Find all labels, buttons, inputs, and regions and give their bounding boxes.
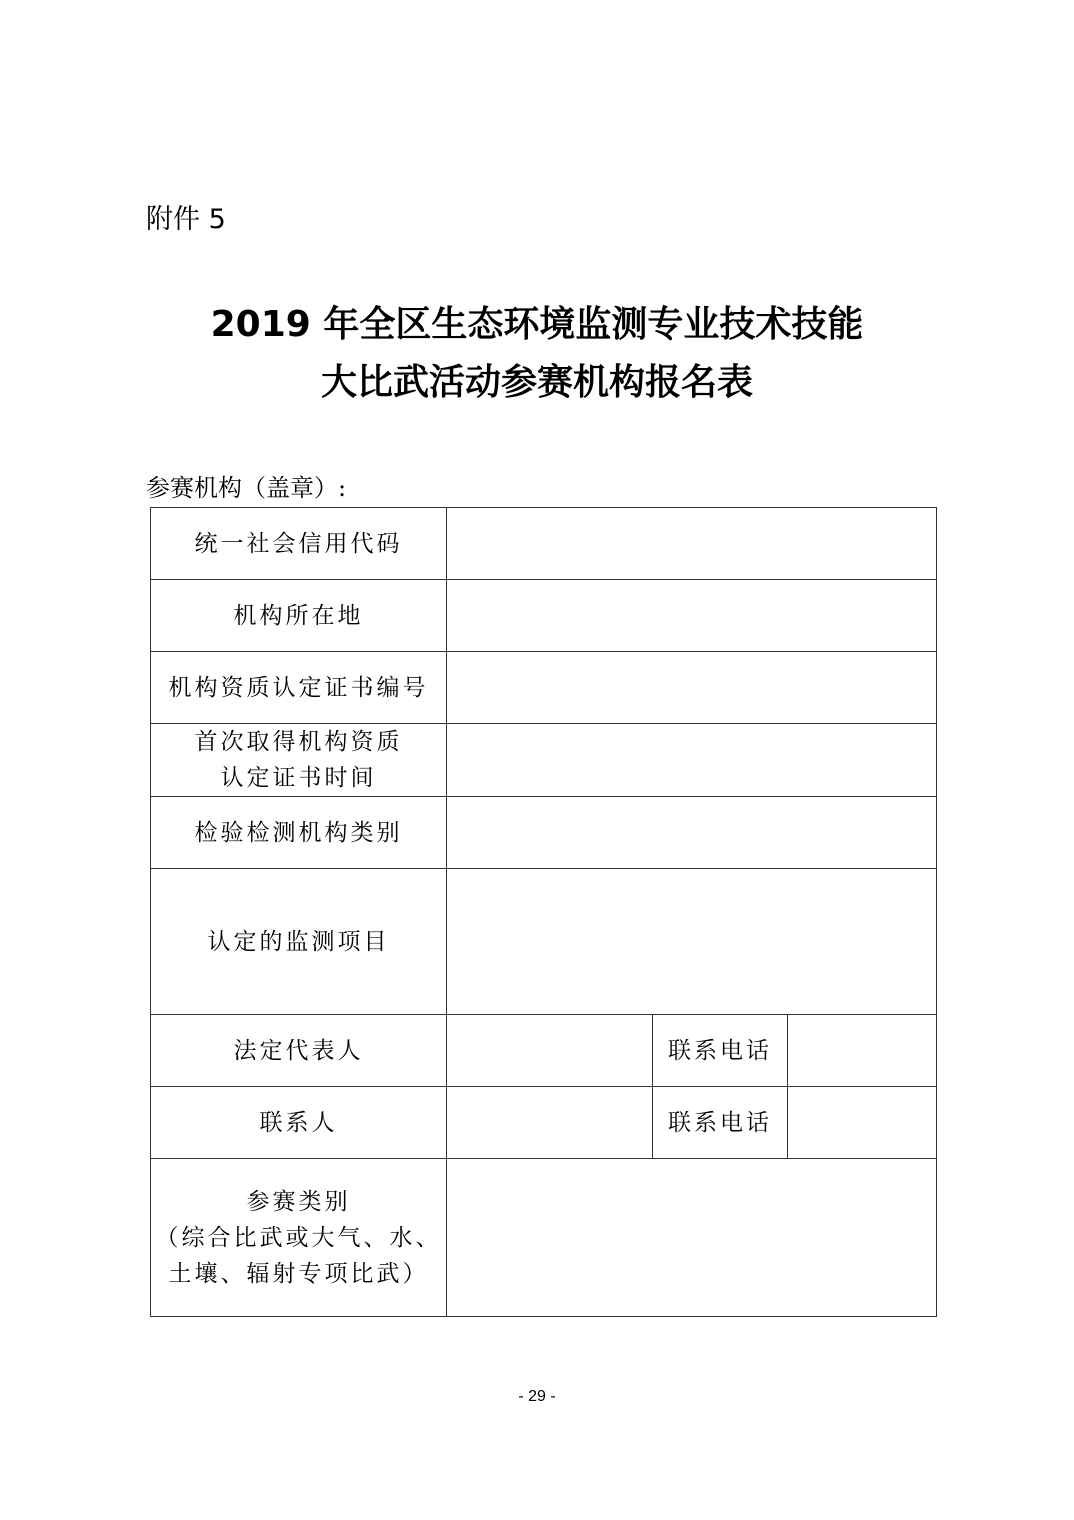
page-number: - 29 - bbox=[518, 1388, 556, 1405]
label-competition-category-line-2: （综合比武或大气、水、 bbox=[155, 1224, 442, 1251]
label-competition-category bbox=[151, 1159, 447, 1317]
row-first-cert-time bbox=[151, 724, 937, 797]
field-first-cert-time[interactable] bbox=[447, 724, 937, 797]
label-credit-code: 统一社会信用代码 bbox=[151, 508, 447, 580]
label-competition-category-line-3: 土壤、辐射专项比武） bbox=[168, 1260, 429, 1287]
label-legal-rep-phone: 联系电话 bbox=[653, 1015, 788, 1087]
row-legal-rep bbox=[151, 1015, 937, 1087]
row-contact bbox=[151, 1087, 937, 1159]
field-monitoring-items[interactable] bbox=[447, 869, 937, 1015]
field-competition-category[interactable] bbox=[447, 1159, 937, 1317]
org-seal-label: 参赛机构（盖章）: bbox=[146, 474, 347, 502]
row-cert-number bbox=[151, 652, 937, 724]
label-inspection-category: 检验检测机构类别 bbox=[151, 797, 447, 869]
label-cert-number: 机构资质认定证书编号 bbox=[151, 652, 447, 724]
label-legal-rep: 法定代表人 bbox=[151, 1015, 447, 1087]
label-contact-phone: 联系电话 bbox=[653, 1087, 788, 1159]
page-title-line-2: 大比武活动参赛机构报名表 bbox=[320, 362, 753, 403]
label-location: 机构所在地 bbox=[151, 580, 447, 652]
field-legal-rep-phone[interactable] bbox=[788, 1015, 937, 1087]
label-monitoring-items: 认定的监测项目 bbox=[151, 869, 447, 1015]
field-cert-number[interactable] bbox=[447, 652, 937, 724]
row-inspection-category bbox=[151, 797, 937, 869]
field-credit-code[interactable] bbox=[447, 508, 937, 580]
label-first-cert-time-line-1: 首次取得机构资质 bbox=[194, 729, 403, 755]
row-competition-category bbox=[151, 1159, 937, 1317]
row-location bbox=[151, 580, 937, 652]
field-inspection-category[interactable] bbox=[447, 797, 937, 869]
page-title-line-1: 2019 年全区生态环境监测专业技术技能 bbox=[210, 304, 864, 345]
label-contact: 联系人 bbox=[151, 1087, 447, 1159]
row-monitoring-items bbox=[151, 869, 937, 1015]
registration-form-table bbox=[150, 507, 937, 1317]
field-legal-rep[interactable] bbox=[447, 1015, 653, 1087]
label-competition-category-line-1: 参赛类别 bbox=[246, 1188, 351, 1215]
field-contact-phone[interactable] bbox=[788, 1087, 937, 1159]
label-first-cert-time-line-2: 认定证书时间 bbox=[220, 765, 377, 791]
field-contact[interactable] bbox=[447, 1087, 653, 1159]
attachment-label: 附件 5 bbox=[146, 204, 226, 235]
field-location[interactable] bbox=[447, 580, 937, 652]
label-first-cert-time bbox=[151, 724, 447, 797]
row-credit-code bbox=[151, 508, 937, 580]
